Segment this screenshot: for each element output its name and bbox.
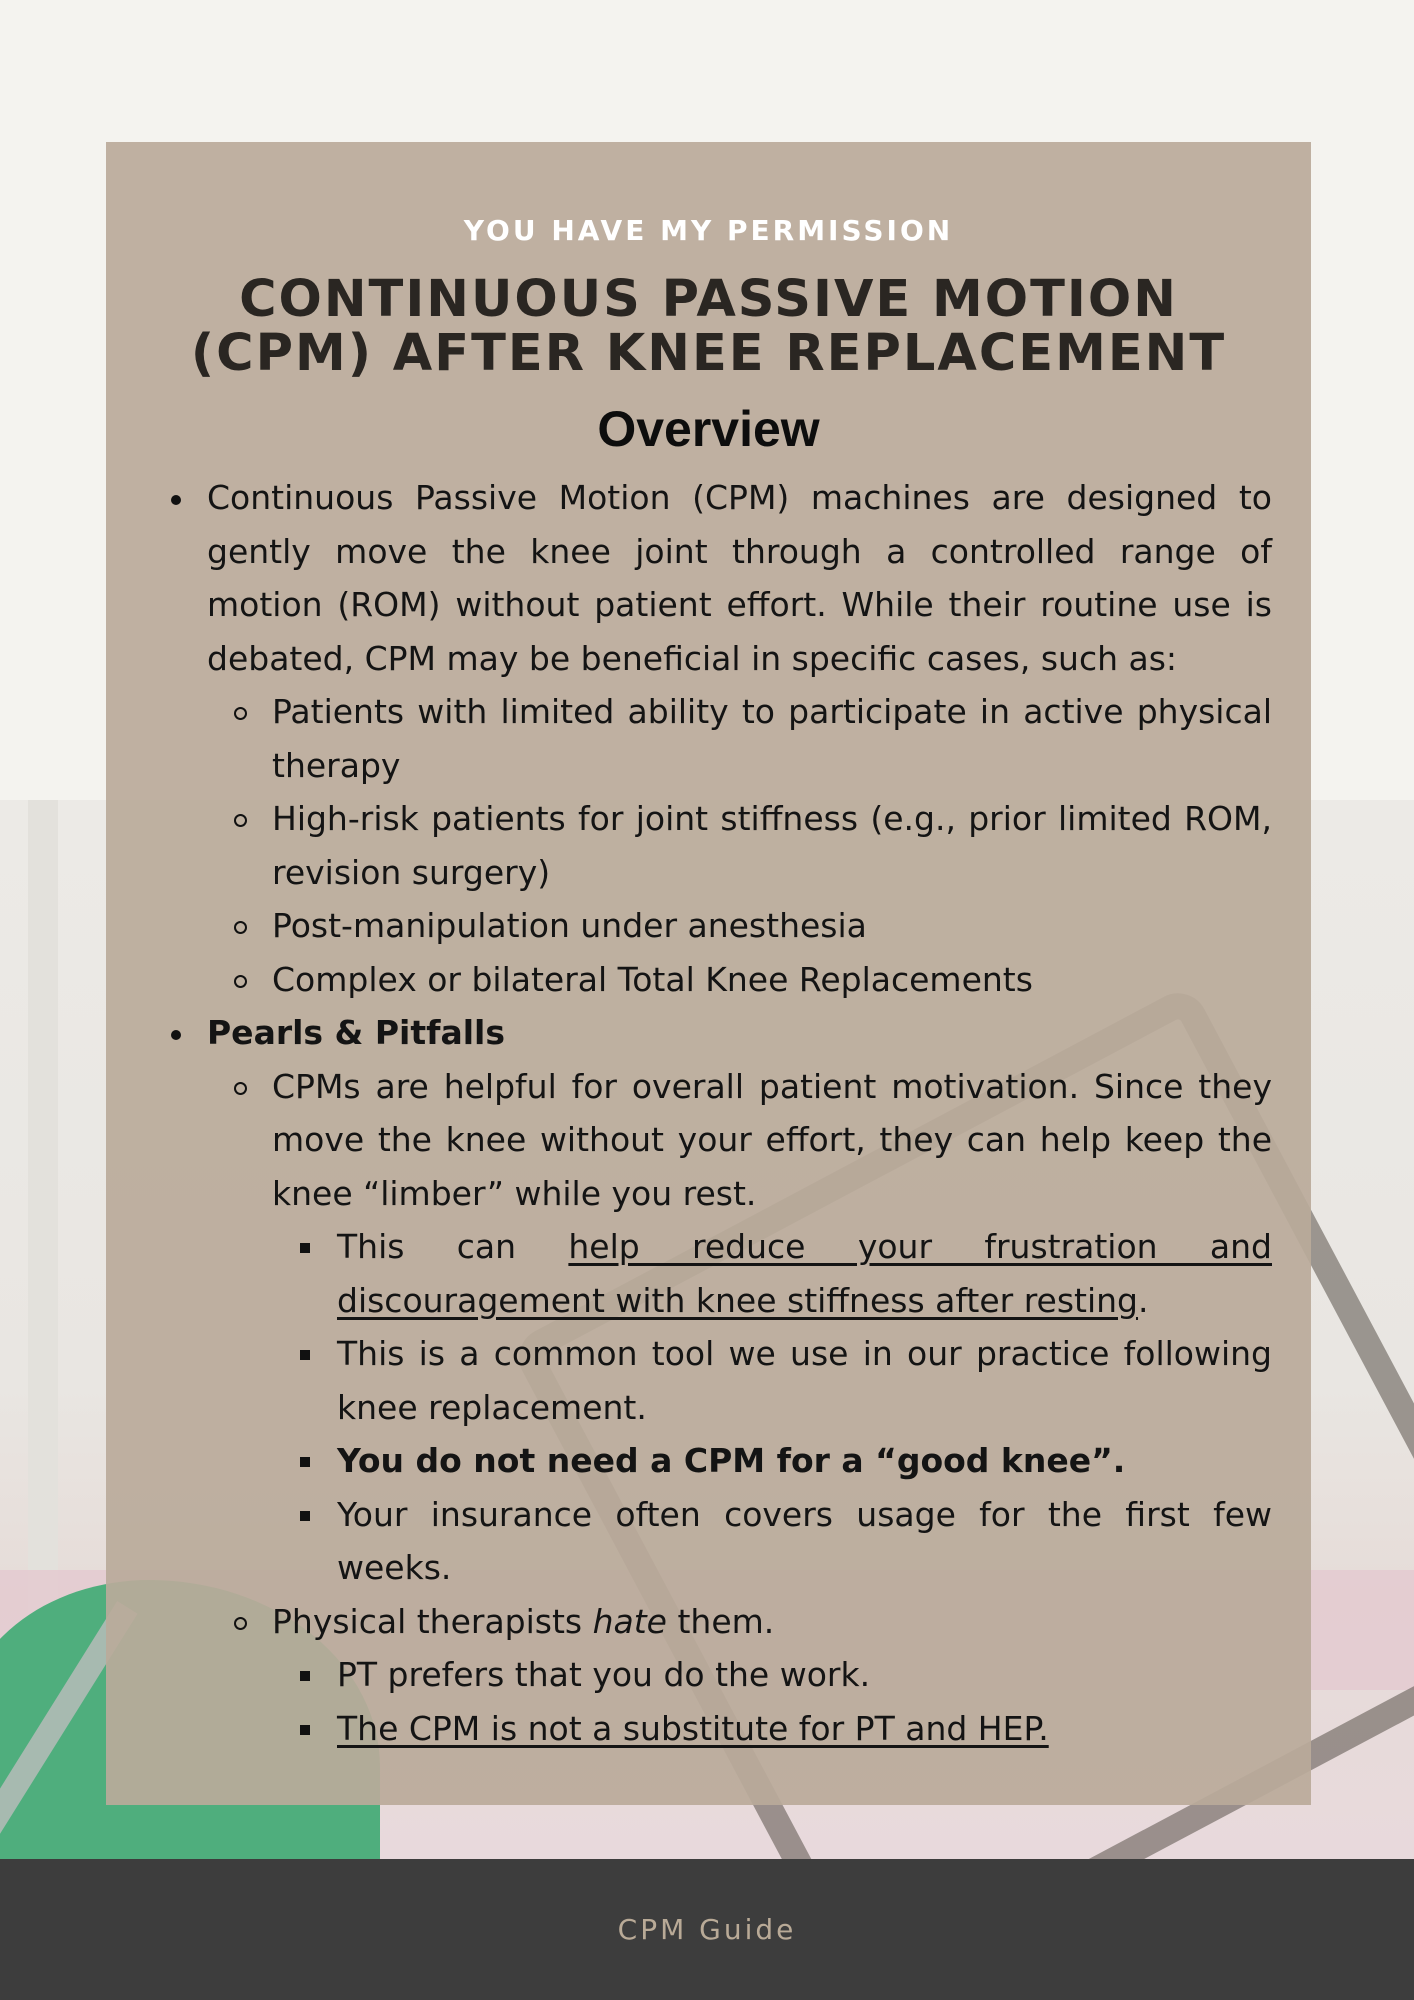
list-item-point [272, 1220, 1272, 1327]
point-suffix: . [1138, 1280, 1149, 1320]
content-body [168, 471, 1272, 1755]
main-list [168, 471, 1272, 1755]
list-item-point [272, 1702, 1272, 1756]
page-title-line1: CONTINUOUS PASSIVE MOTION [239, 270, 1178, 329]
list-item-point-bold: You do not need a CPM for a “good knee”. [272, 1434, 1272, 1488]
pt-points-list [272, 1648, 1272, 1755]
list-item-point: PT prefers that you do the work. [272, 1648, 1272, 1702]
pearls-list [207, 1060, 1272, 1756]
page-title-line2: (CPM) AFTER KNEE REPLACEMENT [190, 324, 1227, 383]
content-card [106, 142, 1311, 1805]
pt-suffix: them. [667, 1601, 775, 1641]
pearls-heading: Pearls & Pitfalls [207, 1013, 505, 1052]
list-item-case: High-risk patients for joint stiffness (e.g., prior limited ROM, revision surgery) [207, 792, 1272, 899]
footer-label: CPM Guide [617, 1913, 797, 1946]
list-item-point: This is a common tool we use in our practice following knee replacement. [272, 1327, 1272, 1434]
pt-italic-word: hate [592, 1601, 667, 1641]
list-item-point: Your insurance often covers usage for the first few weeks. [272, 1488, 1272, 1595]
list-item-case: Complex or bilateral Total Knee Replacements [207, 953, 1272, 1007]
cases-list [207, 685, 1272, 1006]
kicker-text: YOU HAVE MY PERMISSION [463, 214, 954, 247]
pt-prefix: Physical therapists [272, 1601, 593, 1641]
list-item-case: Patients with limited ability to participate in active physical therapy [207, 685, 1272, 792]
section-heading-overview: Overview [597, 401, 820, 457]
list-item-case: Post-manipulation under anesthesia [207, 899, 1272, 953]
page-title [106, 270, 1311, 383]
point-prefix: This can [337, 1227, 569, 1266]
list-item-overview [168, 471, 1272, 1006]
footer-bar [0, 1859, 1414, 2000]
list-item-motivation [207, 1060, 1272, 1595]
underlined-phrase: help reduce your frustration and discouragement with knee stiffness after resting [337, 1227, 1272, 1320]
overview-intro-text: Continuous Passive Motion (CPM) machines are designed to gently move the knee joint through a controlled range of motion (ROM) without patient effort. While their routine use is debated, CPM may be beneficial in specific cases, such as: [207, 478, 1272, 678]
underlined-phrase: The CPM is not a substitute for PT and HEP. [337, 1708, 1049, 1748]
motivation-points-list [272, 1220, 1272, 1595]
list-item-pt [207, 1595, 1272, 1756]
list-item-pearls [168, 1006, 1272, 1755]
motivation-text: CPMs are helpful for overall patient motivation. Since they move the knee without your effort, they can help keep the knee “limber” while you rest. [272, 1066, 1272, 1213]
